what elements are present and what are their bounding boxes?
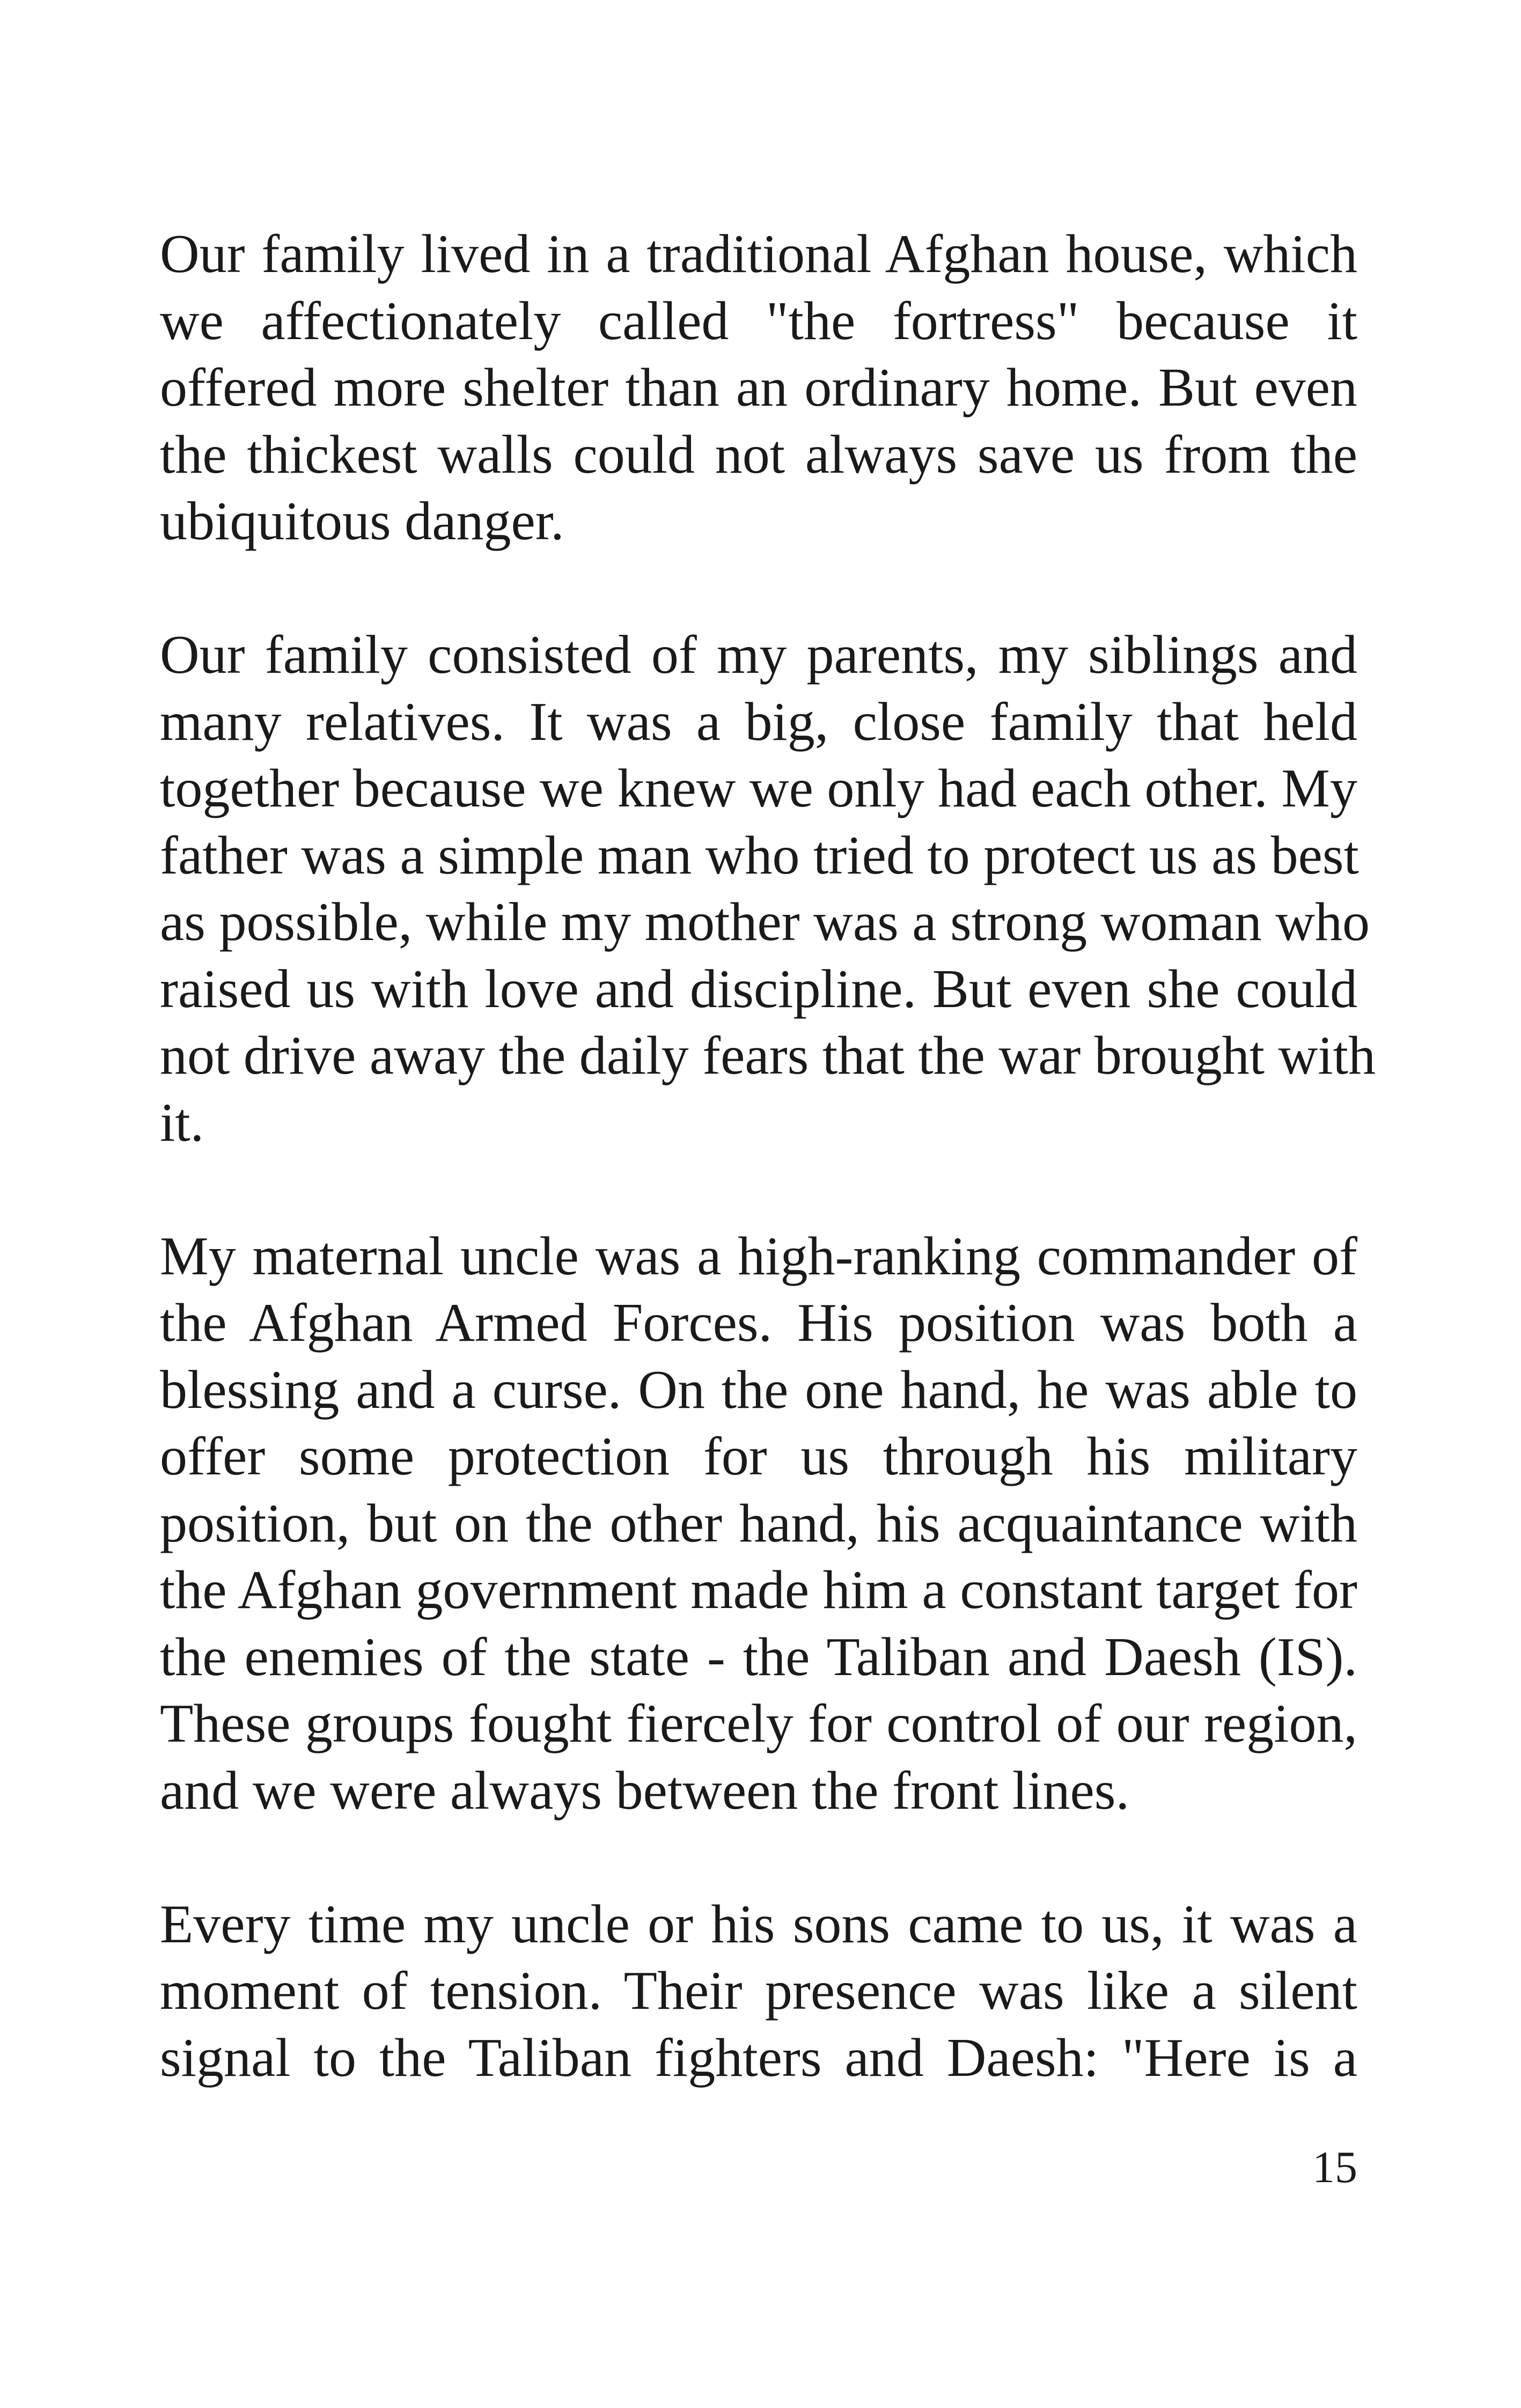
text-line: as possible, while my mother was a strong woman who [160, 892, 1370, 952]
text-line: the thickest walls could not always save us from the [160, 424, 1357, 485]
text-line: Every time my uncle or his sons came to us, it was a [160, 1893, 1357, 1955]
text-line: ubiquitous danger. [160, 491, 564, 552]
text-line: many relatives. It was a big, close family that held [160, 691, 1357, 752]
text-line: we affectionately called "the fortress" because it [160, 290, 1357, 351]
text-line: position, but on the other hand, his acquaintance with [160, 1493, 1357, 1554]
text-line: father was a simple man who tried to protect us as best [160, 825, 1359, 886]
text-line: the enemies of the state - the Taliban and Daesh (IS). [160, 1626, 1357, 1687]
page-number: 15 [1312, 2142, 1357, 2192]
text-line: Our family lived in a traditional Afghan house, which [160, 224, 1357, 284]
text-line: Our family consisted of my parents, my siblings and [160, 625, 1357, 685]
text-line: raised us with love and discipline. But even she could [160, 958, 1357, 1019]
paragraph-gap [160, 555, 1357, 622]
paragraph-gap [160, 1824, 1357, 1891]
text-line: My maternal uncle was a high-ranking commander of [160, 1225, 1357, 1287]
text-line: These groups fought fiercely for control of our region, [160, 1693, 1357, 1754]
text-line: it. [160, 1092, 204, 1153]
text-line: offered more shelter than an ordinary home. But even [160, 357, 1357, 418]
text-line: and we were always between the front lines. [160, 1760, 1129, 1821]
text-line: not drive away the daily fears that the war brought with [160, 1025, 1376, 1086]
text-line: offer some protection for us through his military [160, 1426, 1357, 1487]
text-line: moment of tension. Their presence was like a silent [160, 1961, 1357, 2021]
body-text [160, 221, 1376, 2091]
text-line: signal to the Taliban fighters and Daesh: "Here is a [160, 2027, 1357, 2088]
text-line: the Afghan government made him a constant target for [160, 1560, 1357, 1620]
text-line: together because we knew we only had each other. My [160, 758, 1357, 819]
paragraph-gap [160, 1156, 1357, 1223]
text-line: the Afghan Armed Forces. His position was both a [160, 1293, 1357, 1353]
text-line: blessing and a curse. On the one hand, he was able to [160, 1359, 1357, 1420]
